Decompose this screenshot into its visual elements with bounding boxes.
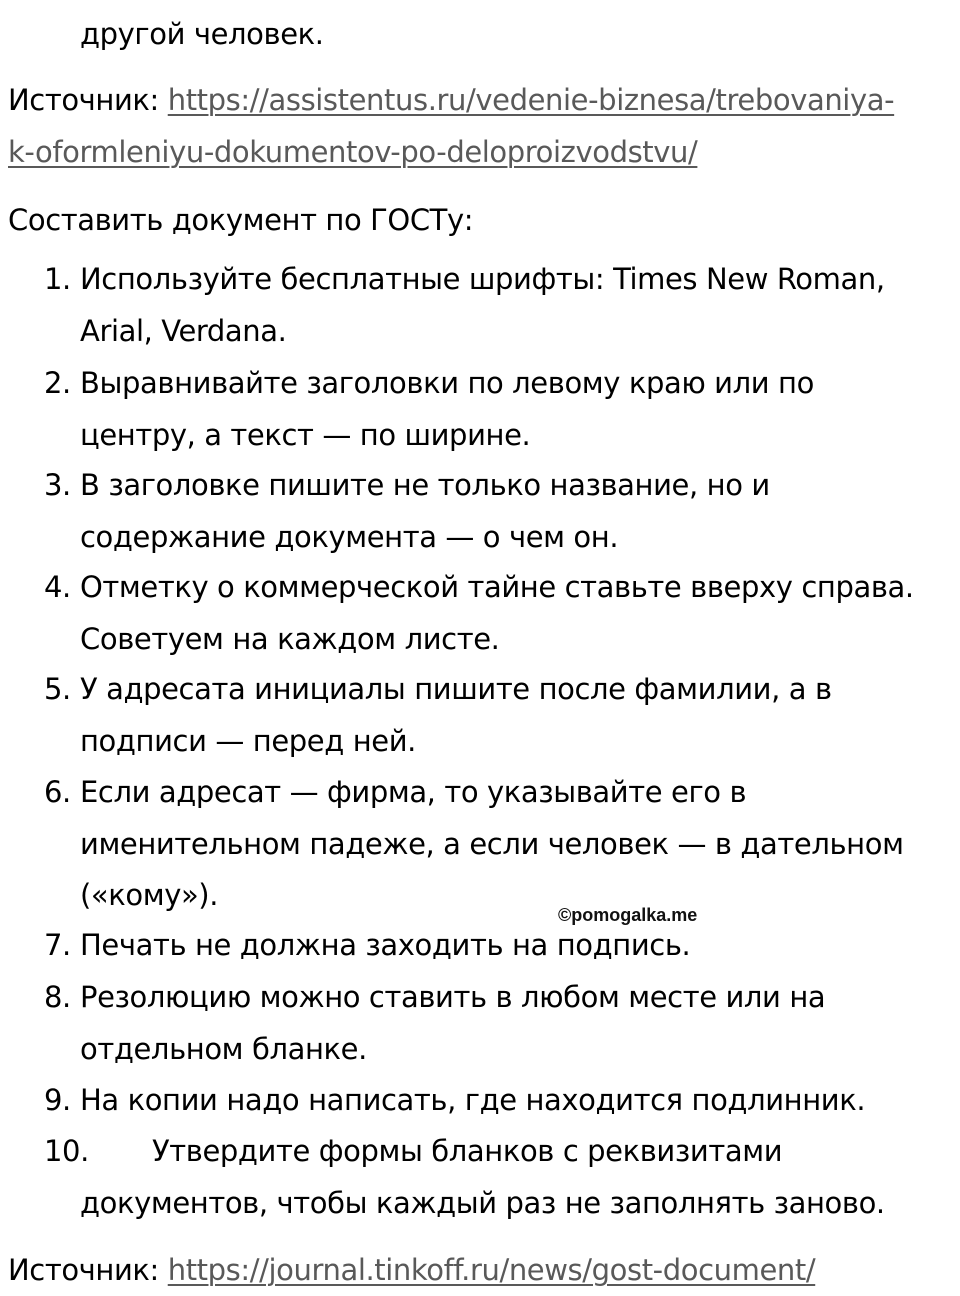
- list-item-text: В заголовке пишите не только название, но и: [80, 468, 770, 502]
- list-item-number: 5.: [44, 672, 71, 706]
- list-item-number: 7.: [44, 928, 71, 962]
- source-label: Источник:: [8, 83, 168, 117]
- list-item-number: 8.: [44, 980, 71, 1014]
- list-item-number: 1.: [44, 262, 71, 296]
- list-item-text: Используйте бесплатные шрифты: Times New Roman,: [80, 262, 885, 296]
- source-line-2: [8, 1244, 815, 1296]
- list-item-number: 10.: [44, 1134, 89, 1168]
- list-item-text: Печать не должна заходить на подпись.: [80, 928, 691, 962]
- list-item-number: 9.: [44, 1083, 71, 1117]
- list-item-number: 4.: [44, 570, 71, 604]
- list-item-text: именительном падеже, а если человек — в дательном: [80, 827, 904, 861]
- list-item-text: подписи — перед ней.: [80, 724, 416, 758]
- list-item-text: Советуем на каждом листе.: [80, 622, 500, 656]
- list-item-text: Выравнивайте заголовки по левому краю или по: [80, 366, 814, 400]
- list-item-text: документов, чтобы каждый раз не заполнять заново.: [80, 1186, 885, 1220]
- list-item-text: Arial, Verdana.: [80, 314, 287, 348]
- list-item-text: Резолюцию можно ставить в любом месте или на: [80, 980, 826, 1014]
- watermark-text: ©pomogalka.me: [558, 905, 698, 925]
- list-item-text: У адресата инициалы пишите после фамилии, а в: [80, 672, 832, 706]
- list-item-text: На копии надо написать, где находится подлинник.: [80, 1083, 866, 1117]
- list-item-text: («кому»).: [80, 878, 219, 912]
- intro-heading: Составить документ по ГОСТу:: [8, 203, 474, 237]
- source-link-assistentus-part2[interactable]: k-oformleniyu-dokumentov-po-deloproizvodstvu/: [8, 135, 698, 169]
- list-item-text: Если адресат — фирма, то указывайте его в: [80, 775, 747, 809]
- list-item-number: 2.: [44, 366, 71, 400]
- list-item-text: Утвердите формы бланков с реквизитами: [152, 1134, 783, 1168]
- source-label: Источник:: [8, 1253, 168, 1287]
- list-item-text: центру, а текст — по ширине.: [80, 418, 531, 452]
- list-item-text: отдельном бланке.: [80, 1032, 367, 1066]
- list-item-text: Отметку о коммерческой тайне ставьте вверху справа.: [80, 570, 914, 604]
- source-line-1: [8, 74, 894, 126]
- source-line-1-continued: [8, 126, 697, 178]
- continuation-text: другой человек.: [80, 17, 324, 51]
- list-item-text: содержание документа — о чем он.: [80, 520, 619, 554]
- list-item-number: 6.: [44, 775, 71, 809]
- source-link-assistentus-part1[interactable]: https://assistentus.ru/vedenie-biznesa/trebovaniya-: [167, 83, 895, 117]
- list-item-number: 3.: [44, 468, 71, 502]
- source-link-tinkoff[interactable]: https://journal.tinkoff.ru/news/gost-document/: [167, 1253, 816, 1287]
